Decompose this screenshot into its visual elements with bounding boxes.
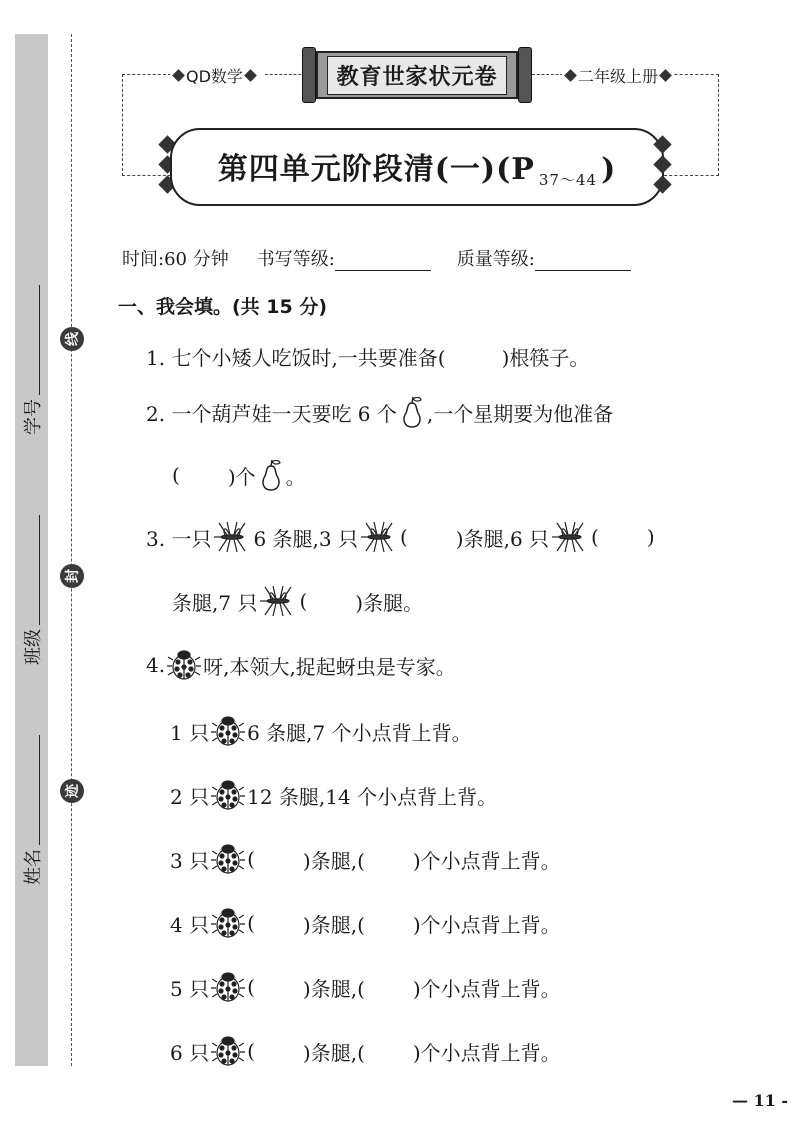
ladybug-icon [211,906,245,940]
diamond-stack-right [656,138,669,191]
quality-grade-blank[interactable] [535,252,631,271]
exam-info [122,245,631,271]
class-field[interactable] [12,500,52,680]
series-scroll [302,47,532,103]
unit-title: 第四单元阶段清(一)(P $_{37\sim 44}$ ) [217,152,617,189]
diamond-icon [653,175,671,193]
ladybug-icon [211,1034,245,1068]
ladybug-icon [211,714,245,748]
header-connector-left [265,74,306,75]
student-id-line [25,285,40,395]
ladybug-icon [211,842,245,876]
diamond-icon [564,69,577,82]
question-3-line2: 条腿,7 只 ( )条腿。 [172,584,423,618]
class-line [25,515,40,625]
diamond-icon [659,69,672,82]
question-3-line1: 3. 一只 6 条腿,3 只 ( )条腿,6 只 ( ) [146,520,655,554]
header-bracket-right [664,74,719,176]
mosquito-icon [551,520,589,554]
student-id-field[interactable] [12,270,52,450]
ladybug-row-1: 1 只 6 条腿, 7 个小点背上背。 [170,714,472,748]
unit-title-banner [170,128,664,206]
quality-grade-label: 质量等级: [456,249,535,270]
question-4-intro: 4. 呀,本领大,捉起蚜虫是专家。 [146,648,456,682]
ladybug-row-3: 3 只 ( )条腿,( )个小点背上背。 [170,842,561,876]
writing-grade-label: 书写等级: [256,249,335,270]
seal-trace-mark: 迹 [60,779,84,803]
grade-tag [562,64,674,87]
seal-seal-mark: 封 [60,564,84,588]
student-id-label: 学号 [23,399,44,435]
series-title: 教育世家状元卷 [327,56,506,95]
question-2-line1: 2. 一个葫芦娃一天要吃 6 个 ,一个星期要为他准备 [146,395,613,429]
diamond-icon [653,155,671,173]
ladybug-row-4: 4 只 ( )条腿,( )个小点背上背。 [170,906,561,940]
grade-tag-text: 二年级上册 [578,67,659,86]
ladybug-icon [211,778,245,812]
subject-tag [170,64,259,87]
mosquito-icon [259,584,297,618]
mosquito-icon [213,520,251,554]
time-limit: 时间:60 分钟 [122,249,229,270]
name-line [25,735,40,845]
name-field[interactable] [12,720,52,900]
scroll-rod-right [518,47,532,103]
ladybug-row-2: 2 只 12 条腿, 14 个小点背上背。 [170,778,497,812]
pear-icon [258,458,284,492]
diamond-icon [172,69,185,82]
mosquito-icon [360,520,398,554]
class-label: 班级 [23,629,44,665]
seal-line-mark: 线 [60,327,84,351]
page-range: 37～44 [538,171,598,189]
diamond-icon [244,69,257,82]
writing-grade-blank[interactable] [335,252,431,271]
ladybug-row-5: 5 只 ( )条腿,( )个小点背上背。 [170,970,561,1004]
diamond-icon [653,135,671,153]
page-number: — 11 - [731,1091,788,1110]
cut-line [71,34,72,1066]
question-2-line2: ( )个 。 [172,458,306,492]
name-label: 姓名 [23,849,44,885]
ladybug-icon [211,970,245,1004]
section-title: 一、我会填。(共 15 分) [118,296,328,318]
pear-icon [399,395,425,429]
ladybug-row-6: 6 只 ( )条腿,( )个小点背上背。 [170,1034,561,1068]
question-1: 1. 七个小矮人吃饭时,一共要准备( )根筷子。 [146,346,590,370]
subject-tag-text: QD数学 [186,67,243,86]
ladybug-icon [167,648,201,682]
scroll-rod-left [302,47,316,103]
